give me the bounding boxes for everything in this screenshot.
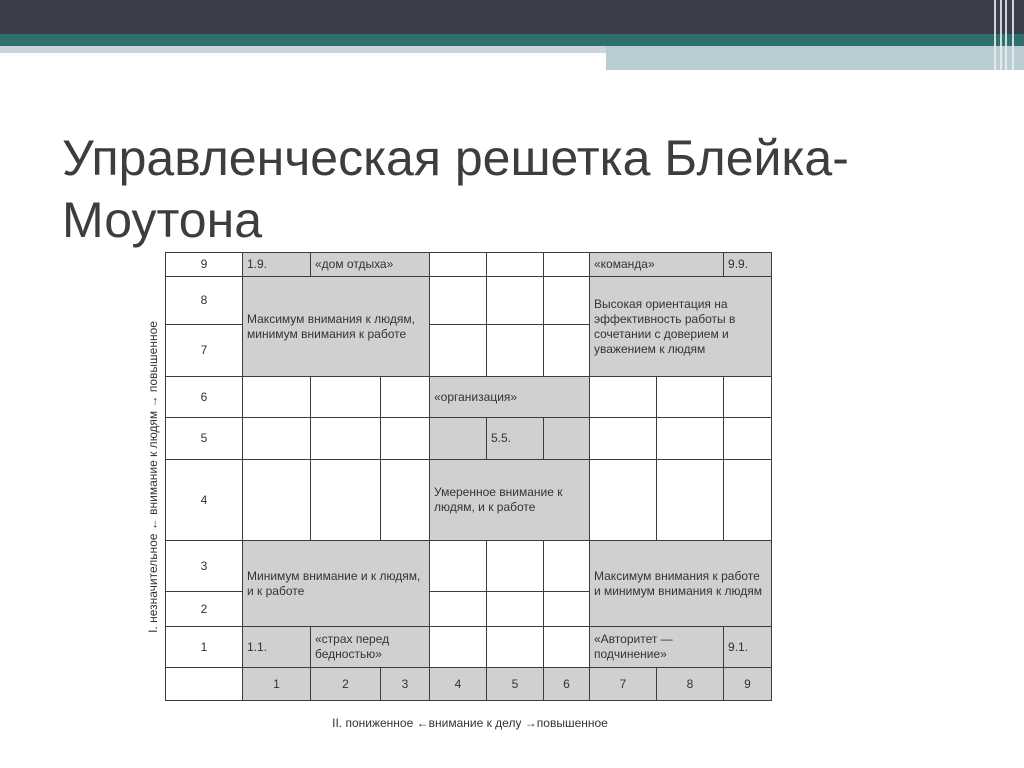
cell-high-efficiency: Высокая ориентация на эффективность работы в сочетании с доверием и уважением к людям — [590, 277, 772, 377]
col-number-1: 1 — [243, 668, 311, 701]
grid-cell — [590, 460, 657, 541]
grid-cell — [487, 627, 544, 668]
col-number-5: 5 — [487, 668, 544, 701]
cell-organization: «организация» — [430, 377, 590, 418]
x-axis-label: II. пониженное ←внимание к делу →повышенное — [332, 716, 608, 730]
cell-9-1: 9.1. — [724, 627, 772, 668]
row-number-1: 1 — [166, 627, 243, 668]
cell-authority: «Авторитет — подчинение» — [590, 627, 724, 668]
decorative-stripes — [990, 0, 1024, 70]
cell-min-both: Минимум внимание и к людям, и к работе — [243, 541, 430, 627]
col-number-7: 7 — [590, 668, 657, 701]
grid-cell — [381, 377, 430, 418]
grid-cell-shaded — [430, 418, 487, 460]
cell-team: «команда» — [590, 253, 724, 277]
grid-cell — [590, 418, 657, 460]
cell-1-1: 1.1. — [243, 627, 311, 668]
cell-1-9: 1.9. — [243, 253, 311, 277]
grid-cell — [724, 418, 772, 460]
row-number-4: 4 — [166, 460, 243, 541]
col-number-3: 3 — [381, 668, 430, 701]
grid-cell — [430, 253, 487, 277]
col-number-2: 2 — [311, 668, 381, 701]
col-number-9: 9 — [724, 668, 772, 701]
grid-cell — [243, 377, 311, 418]
grid-cell — [487, 253, 544, 277]
managerial-grid — [165, 252, 772, 701]
cell-max-people: Максимум внимания к людям, минимум внимания к работе — [243, 277, 430, 377]
header-bar-teal — [0, 34, 1024, 46]
grid-cell — [657, 377, 724, 418]
grid-cell — [657, 418, 724, 460]
row-number-9: 9 — [166, 253, 243, 277]
grid-cell — [544, 627, 590, 668]
header-bar-dark — [0, 0, 1024, 34]
row-number-6: 6 — [166, 377, 243, 418]
grid-cell — [311, 418, 381, 460]
grid-cell — [544, 592, 590, 627]
row-number-3: 3 — [166, 541, 243, 592]
grid-cell — [487, 277, 544, 325]
cell-max-work: Максимум внимания к работе и минимум внимания к людям — [590, 541, 772, 627]
grid-cell — [544, 277, 590, 325]
row-number-5: 5 — [166, 418, 243, 460]
cell-5-5: 5.5. — [487, 418, 544, 460]
grid-cell — [544, 325, 590, 377]
row-number-2: 2 — [166, 592, 243, 627]
grid-cell — [430, 592, 487, 627]
header-bar-light-right — [606, 46, 1024, 70]
col-number-8: 8 — [657, 668, 724, 701]
grid-cell — [487, 592, 544, 627]
col-number-6: 6 — [544, 668, 590, 701]
cell-9-9: 9.9. — [724, 253, 772, 277]
grid-cell-shaded — [544, 418, 590, 460]
grid-cell — [657, 460, 724, 541]
grid-cell — [724, 460, 772, 541]
grid-cell — [311, 460, 381, 541]
grid-cell — [724, 377, 772, 418]
cell-poverty-fear: «страх перед бедностью» — [311, 627, 430, 668]
grid-cell — [430, 277, 487, 325]
grid-cell — [487, 325, 544, 377]
cell-rest-home: «дом отдыха» — [311, 253, 430, 277]
slide-title: Управленческая решетка Блейка-Моутона — [62, 130, 849, 248]
grid-cell — [243, 418, 311, 460]
grid-cell — [243, 460, 311, 541]
col-number-4: 4 — [430, 668, 487, 701]
row-number-7: 7 — [166, 325, 243, 377]
grid-cell — [544, 541, 590, 592]
grid-cell — [544, 253, 590, 277]
cell-moderate: Умеренное внимание к людям, и к работе — [430, 460, 590, 541]
grid-cell — [487, 541, 544, 592]
y-axis-label: I. незначительное ← внимание к людям → повышенное — [146, 321, 160, 633]
grid-cell — [590, 377, 657, 418]
grid-corner-cell — [166, 668, 243, 701]
grid-cell — [311, 377, 381, 418]
grid-cell — [430, 541, 487, 592]
grid-cell — [381, 418, 430, 460]
grid-cell — [430, 627, 487, 668]
grid-cell — [430, 325, 487, 377]
row-number-8: 8 — [166, 277, 243, 325]
grid-cell — [381, 460, 430, 541]
header-bar-light-left — [0, 46, 606, 53]
